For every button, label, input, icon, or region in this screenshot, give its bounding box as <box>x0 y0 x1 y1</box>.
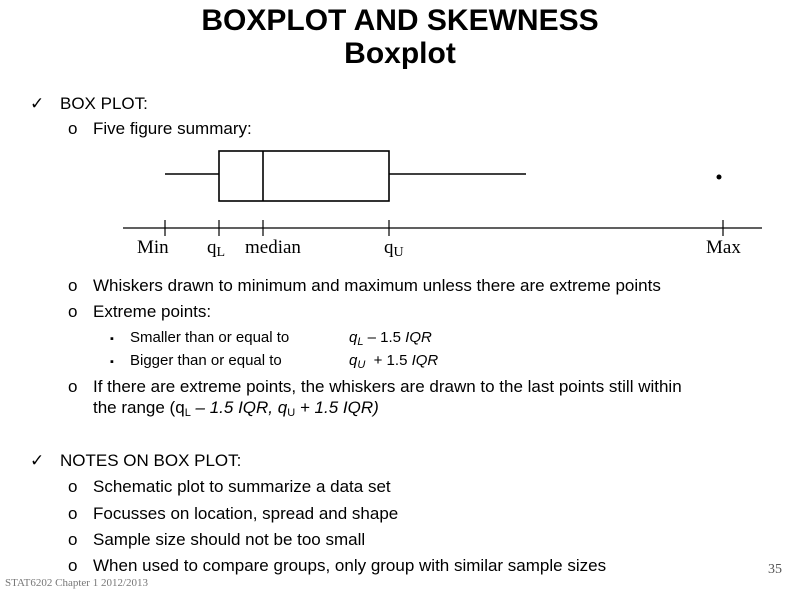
footer-course: STAT6202 Chapter 1 2012/2013 <box>5 577 149 589</box>
smaller-than-text: Smaller than or equal to <box>130 329 290 346</box>
title-line-2: Boxplot <box>344 37 456 70</box>
list-item: Sample size should not be too small <box>93 530 366 549</box>
if-extreme-text-line-1: If there are extreme points, the whiskers are drawn to the last points still within <box>93 377 682 396</box>
list-item: Focusses on location, spread and shape <box>93 504 399 523</box>
lower-fence-formula: $q_L - 1.5$ IQR <box>349 329 432 348</box>
label-max: Max <box>706 237 741 258</box>
circle-bullet-icon: o <box>68 302 78 321</box>
check-bullet-icon: ✓ <box>30 94 45 113</box>
extreme-points-text: Extreme points: <box>93 302 212 321</box>
upper-fence-formula: $q_U + 1.5$ IQR <box>349 352 439 371</box>
label-ql: qL <box>207 237 226 260</box>
whiskers-text: Whiskers drawn to minimum and maximum unless there are extreme points <box>93 276 661 295</box>
circle-bullet-icon: o <box>68 119 78 138</box>
notes-heading: NOTES ON BOX PLOT: <box>60 451 242 470</box>
list-item: When used to compare groups, only group with similar sample sizes <box>93 556 607 575</box>
circle-bullet-icon: o <box>68 477 78 496</box>
bigger-than-text: Bigger than or equal to <box>130 352 282 369</box>
circle-bullet-icon: o <box>68 276 78 295</box>
label-median: median <box>245 237 301 258</box>
circle-bullet-icon: o <box>68 556 78 575</box>
outlier-point <box>717 175 722 180</box>
circle-bullet-icon: o <box>68 504 78 523</box>
if-extreme-text-line-2: the range (qL – 1.5 IQR, qU + 1.5 IQR) <box>93 398 379 419</box>
page-number: 35 <box>768 562 782 577</box>
circle-bullet-icon: o <box>68 377 78 396</box>
circle-bullet-icon: o <box>68 530 78 549</box>
list-item: Schematic plot to summarize a data set <box>93 477 391 496</box>
check-bullet-icon: ✓ <box>30 451 45 470</box>
square-bullet-icon: ▪ <box>110 333 114 345</box>
box <box>219 151 389 201</box>
five-figure-summary-text: Five figure summary: <box>93 119 252 138</box>
title-line-1: BOXPLOT AND SKEWNESS <box>201 4 599 37</box>
box-plot-heading: BOX PLOT: <box>60 94 148 113</box>
label-min: Min <box>137 237 169 258</box>
square-bullet-icon: ▪ <box>110 356 114 368</box>
label-qu: qU <box>384 237 404 260</box>
